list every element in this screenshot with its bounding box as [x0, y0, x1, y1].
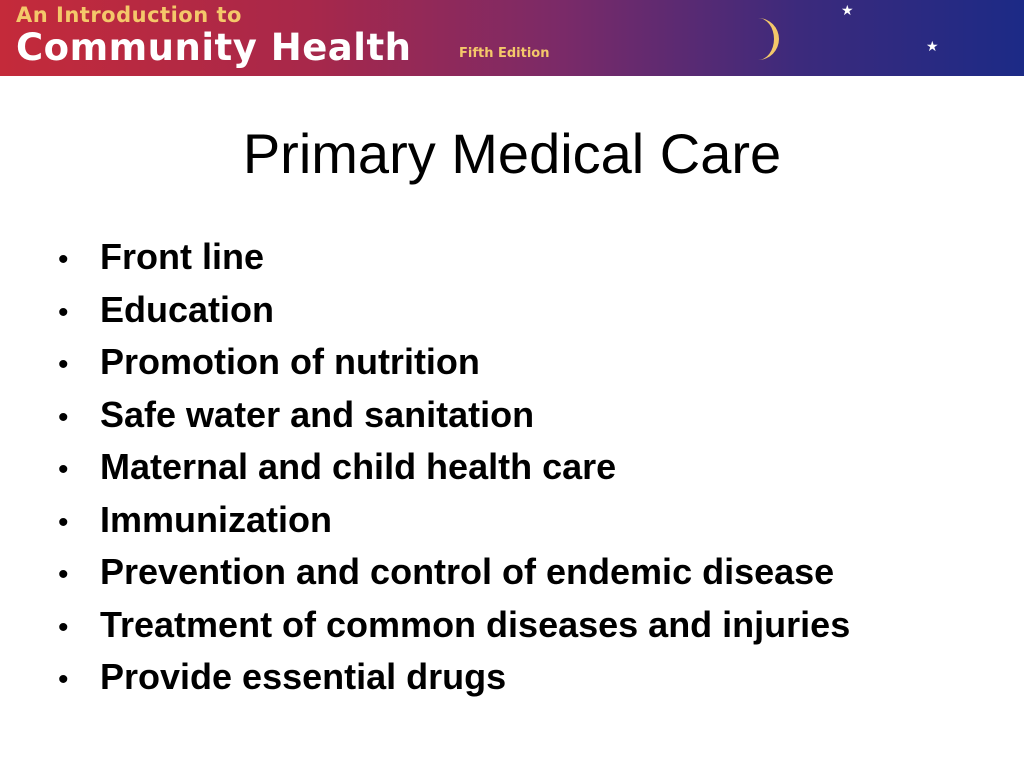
- slide-title: Primary Medical Care: [242, 122, 782, 185]
- bullet-text: Safe water and sanitation: [100, 393, 535, 435]
- bullet-text: Education: [100, 288, 275, 330]
- bullet-item: [58, 394, 850, 447]
- bullet-text: Front line: [100, 236, 264, 277]
- bullet-marker: •: [58, 663, 69, 696]
- bullet-text: Maternal and child health care: [100, 446, 617, 487]
- bullet-marker: •: [58, 453, 69, 486]
- bullet-item: [58, 604, 850, 657]
- bullet-list: [58, 236, 850, 709]
- bullet-item: [58, 341, 850, 394]
- bullet-marker: •: [58, 558, 69, 591]
- bullet-text: Provide essential drugs: [100, 656, 507, 697]
- bullet-marker: •: [58, 295, 69, 329]
- bullet-item: [58, 446, 850, 499]
- bullet-marker: •: [58, 610, 69, 644]
- bullet-marker: •: [58, 243, 69, 276]
- bullet-item: [58, 236, 850, 289]
- bullet-text: Treatment of common diseases and injuries: [100, 603, 851, 645]
- star-icon: ★: [841, 3, 854, 19]
- bullet-marker: •: [58, 505, 69, 539]
- bullet-item: [58, 551, 850, 604]
- bullet-item: [58, 499, 850, 552]
- star-icon: ★: [926, 39, 939, 55]
- bullet-marker: •: [58, 348, 69, 381]
- bullet-item: [58, 656, 850, 709]
- bullet-text: Immunization: [100, 498, 332, 540]
- bullet-marker: •: [58, 400, 69, 434]
- header-banner: [0, 0, 1024, 76]
- bullet-text: Promotion of nutrition: [100, 341, 480, 382]
- banner-edition: Fifth Edition: [459, 46, 550, 61]
- bullet-text: Prevention and control of endemic disease: [100, 551, 835, 592]
- banner-title: Community Health: [16, 26, 412, 69]
- crescent-moon-icon: [748, 16, 782, 62]
- bullet-item: [58, 289, 850, 342]
- banner-subtitle: An Introduction to: [16, 3, 242, 27]
